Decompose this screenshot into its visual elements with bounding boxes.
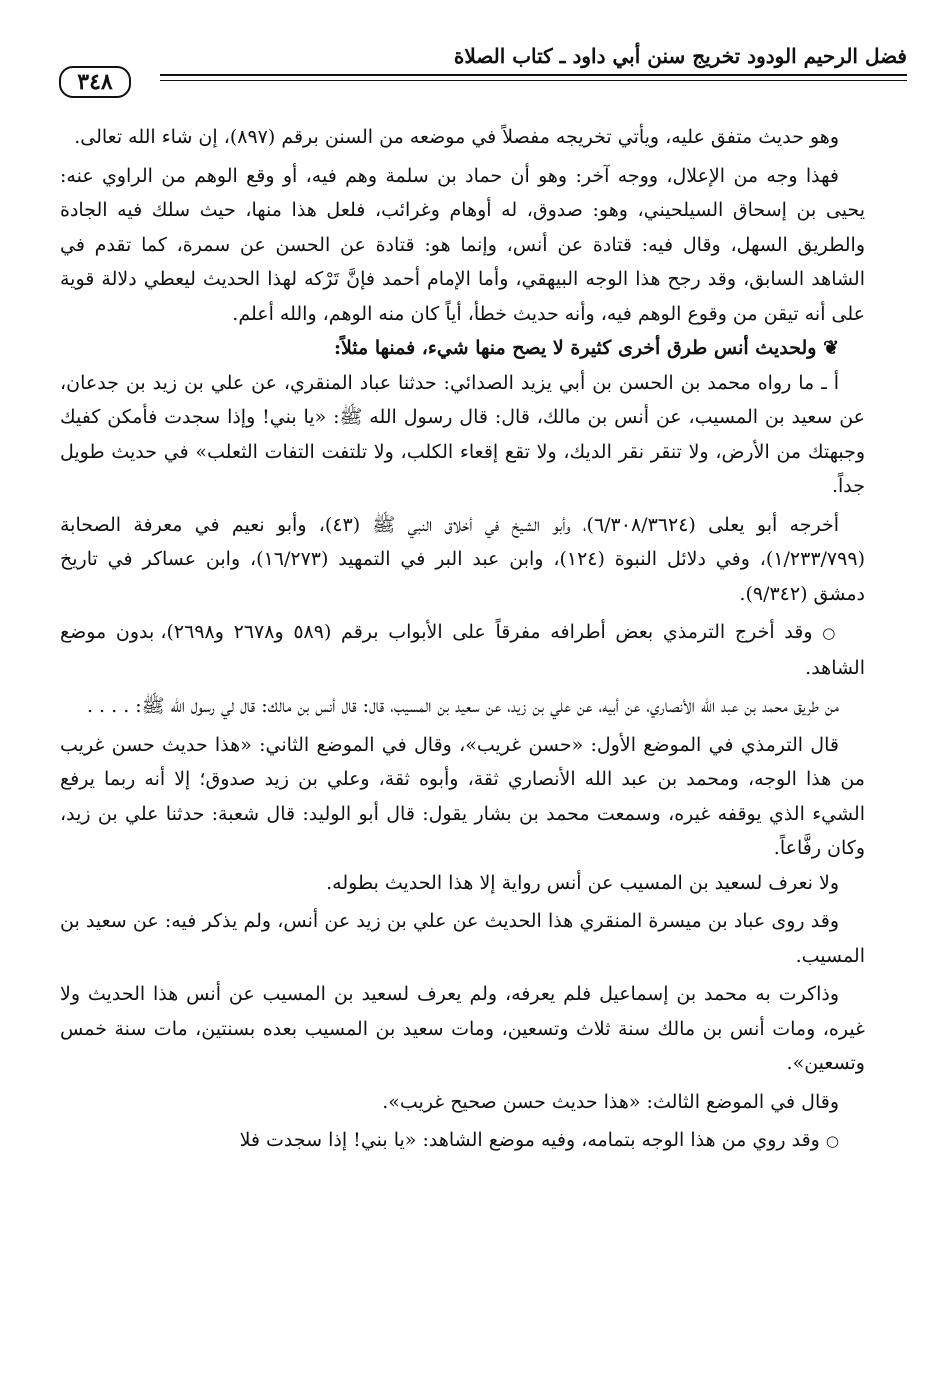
paragraph: ولا نعرف لسعيد بن المسيب عن أنس رواية إلا هذا الحديث بطوله. xyxy=(326,871,839,894)
paragraph-text: وقد أخرج الترمذي بعض أطرافه مفرقاً على الأبواب برقم (٥٨٩ و٢٦٧٨ و٢٦٩٨)، بدون موضع الشاهد. xyxy=(60,621,865,679)
paragraph xyxy=(60,1123,865,1159)
header-rule-thick xyxy=(30,74,907,76)
page-header xyxy=(30,42,907,95)
paragraph: أخرجه أبو يعلى (٦/٣٠٨/٣٦٢٤)، وأبو الشيخ في أخلاق النبي ﷺ (٤٣)، وأبو نعيم في معرفة الصحابة (١/٢٣٣/٧٩٩)، وفي دلائل النبوة (١٢٤)، وابن عبد البر في التمهيد (١٦/٢٧٣)، وابن عساكر في تاريخ دمشق (٩/٣٤٢). xyxy=(60,513,865,605)
paragraph xyxy=(60,615,865,685)
paragraph: فهذا وجه من الإعلال، ووجه آخر: وهو أن حماد بن سلمة وهم فيه، أو وقع الوهم من الراوي عنه: يحيى بن إسحاق السيلحيني، وهو: صدوق، له أوهام وغرائب، فلعل هذا منها، حيث سلك فيه الجادة والطريق السهل، وقال فيه: قتادة عن أنس، وإنما هو: قتادة عن الحسن عن سمرة، كما تقدم في الشاهد السابق، وقد رجح هذا الوجه البيهقي، وأما الإمام أحمد فإنَّ تَرْكه لهذا الحديث ليعطي دلالة قوية على أنه تيقن من وقوع الوهم فيه، وأنه حديث خطأ، أياً كان منه الوهم، والله أعلم. xyxy=(60,164,865,325)
paragraph: وقد روى عباد بن ميسرة المنقري هذا الحديث عن علي بن زيد عن أنس، ولم يذكر فيه: عن سعيد بن المسيب. xyxy=(60,910,865,967)
paragraph: من طريق محمد بن عبد الله الأنصاري، عن أبيه، عن علي بن زيد، عن سعيد بن المسيب، قال: قال أنس بن مالك: قال لي رسول الله ﷺ: . . . . xyxy=(86,695,839,717)
section-heading-text: ولحديث أنس طرق أخرى كثيرة لا يصح منها شيء، فمنها مثلاً: xyxy=(333,337,817,359)
header-rule xyxy=(30,74,907,88)
page-number-ornament xyxy=(30,64,160,100)
paragraph: قال الترمذي في الموضع الأول: «حسن غريب»، وقال في الموضع الثاني: «هذا حديث حسن غريب من هذا الوجه، ومحمد بن عبد الله الأنصاري ثقة، وأبوه ثقة، وعلي بن زيد صدوق؛ إلا أنه ربما يرفع الشيء الذي يوقفه غيره، وسمعت محمد بن بشار يقول: قال أبو الوليد: قال شعبة: حدثنا علي بن زيد، وكان رفَّاعاً. xyxy=(60,733,865,859)
paragraph: وقال في الموضع الثالث: «هذا حديث حسن صحيح غريب». xyxy=(382,1090,839,1113)
paragraph: وذاكرت به محمد بن إسماعيل فلم يعرفه، ولم يعرف لسعيد بن المسيب عن أنس هذا الحديث ولا غيره، ومات أنس بن مالك سنة ثلاث وتسعين، ومات سعيد بن المسيب بعده بسنتين، مات سنة خمس وتسعين». xyxy=(60,983,865,1074)
circle-bullet-icon: ○ xyxy=(822,624,839,642)
paragraph-text: وقد روي من هذا الوجه بتمامه، وفيه موضع الشاهد: «يا بني! إذا سجدت فلا xyxy=(239,1129,820,1151)
paragraph: أ ـ ما رواه محمد بن الحسن بن أبي يزيد الصدائي: حدثنا عباد المنقري، عن علي بن زيد بن جدعان، عن سعيد بن المسيب، عن أنس بن مالك، قال: قال رسول الله ﷺ: «يا بني! وإذا سجدت فأمكن كفيك وجبهتك من الأرض، ولا تنقر نقر الديك، ولا تقع إقعاء الكلب، ولا تلتفت التفات الثعلب» في حديث طويل جداً. xyxy=(60,371,865,497)
page-number: ٣٤٨ xyxy=(59,66,130,98)
paragraph: وهو حديث متفق عليه، ويأتي تخريجه مفصلاً في موضعه من السنن برقم (٨٩٧)، إن شاء الله تعالى. xyxy=(74,126,839,148)
running-title: فضل الرحيم الودود تخريج سنن أبي داود ـ كتاب الصلاة xyxy=(453,44,907,68)
circle-bullet-icon: ○ xyxy=(825,1132,839,1150)
header-rule-thin xyxy=(30,80,907,81)
leaf-ornament-icon: ❦ xyxy=(823,337,839,359)
main-text xyxy=(60,120,865,1380)
section-heading xyxy=(60,331,865,366)
